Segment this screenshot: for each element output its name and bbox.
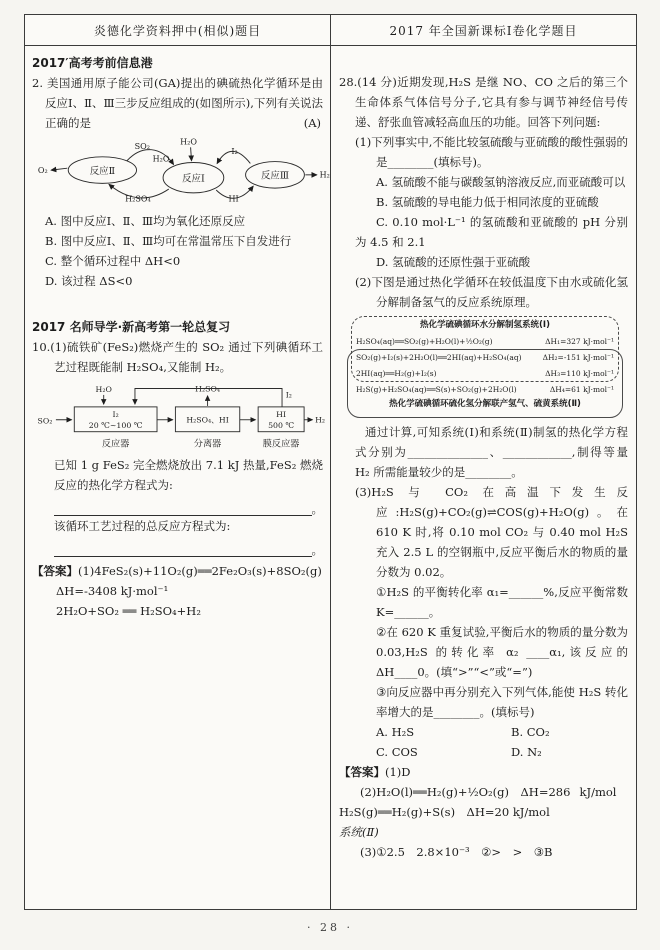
part1-option-a: A. 氢硫酸不能与碳酸氢钠溶液反应,而亚硫酸可以 [376,175,626,189]
left-answer-equation-1: (1)4FeS₂(s)+11O₂(g)══2Fe₂O₃(s)+8SO₂(g) [78,564,322,578]
right-answer-line-1 [339,762,628,782]
q28-part1-text: (1)下列事实中,不能比较氢硫酸与亚硫酸的酸性强弱的是________(填标号)。 [355,135,628,169]
section-heading-2: 2017 名师导学·新高考第一轮总复习 [32,320,231,334]
system1-label: 热化学硫碘循环水分解制氢系统(Ⅰ) [420,320,550,330]
equation-3: 2HI(aq)══H₂(g)+I₂(s) [356,368,437,378]
q2-option-b: B. 图中反应Ⅰ、Ⅱ、Ⅲ均可在常温常压下自发进行 [45,234,292,248]
label-h2-out: H₂ [319,170,330,180]
part1-option-b: B. 氢硫酸的导电能力低于相同浓度的亚硫酸 [376,195,599,209]
enthalpy-2: ΔH₂=-151 kJ·mol⁻¹ [542,352,614,362]
separator-line1: H₂SO₄、HI [186,415,229,425]
iodine-cycle-process-flow-diagram [32,379,328,455]
exam-comparison-sheet [24,14,637,910]
right-answer-2-note: 系统(Ⅱ) [339,825,379,839]
blank-rule [54,500,312,516]
node-reaction-iii-label: 反应Ⅲ [260,170,290,182]
table-header [25,15,636,46]
arrow-h2o-in [191,147,192,160]
part3-sub1: ①H₂S 的平衡转化率 α₁=______%,反应平衡常数 K=______。 [376,585,628,619]
q28-part3-text: (3)H₂S 与 CO₂ 在高温下发生反应:H₂S(g)+CO₂(g)⇌COS(g)+H₂O(g)。在 610 K 时,将 0.10 mol CO₂ 与 0.40 mol H₂S 充入 2.5 L 的空钢瓶中,反应平衡后水的物质的量分数为 0.02。 [355,485,628,579]
thermo-equation-row-3 [347,365,623,381]
reactor-line2: 20 ℃~100 ℃ [88,421,143,431]
blank-period: 。 [311,502,323,516]
left-column [25,46,331,909]
left-answer-line-3: 2H₂O+SO₂ ══ H₂SO₄+H₂ [56,604,201,618]
reactor-label: 反应器 [101,438,130,450]
part3-options-row-1 [376,722,628,742]
label-h2-product: H₂ [315,415,326,425]
label-i2: I₂ [231,146,238,156]
question-2-text [32,73,323,133]
label-h2o-feed: H₂O [95,385,112,395]
blank-rule [54,541,312,557]
q10-known-text: 已知 1 g FeS₂ 完全燃烧放出 7.1 kJ 热量,FeS₂ 燃烧反应的热化学方程式为: [54,458,323,492]
question-28-text: 28.(14 分)近期发现,H₂S 是继 NO、CO 之后的第三个生命体系气体信号分子,它具有参与调节神经信号传递、舒张血管减轻高血压的功能。回答下列问题: [339,75,628,129]
q28-part2-text: (2)下图是通过热化学循环在较低温度下由水或硫化氢分解制备氢气的反应系统原理。 [355,275,628,309]
membrane-label: 膜反应器 [262,438,300,450]
right-answer-3: (3)①2.5 2.8×10⁻³ ②> > ③B [360,845,553,859]
q2-option-d: D. 该过程 ΔS<0 [45,274,133,288]
answer-blank-line-1 [54,495,323,516]
left-answer-line-1 [32,561,323,581]
part1-option-c: C. 0.10 mol·L⁻¹ 的氢硫酸和亚硫酸的 pH 分别为 4.5 和 2.1 [355,215,628,249]
label-so2-in: SO₂ [37,416,53,426]
part3-options-row-2 [376,742,628,762]
membrane-line2: 500 ℃ [268,421,295,431]
label-i2-recycle: I₂ [285,390,292,400]
equation-4: H₂S(g)+H₂SO₄(aq)══S(s)+SO₂(g)+2H₂O(l) [356,384,517,394]
part3-option-b: B. CO₂ [511,725,550,739]
label-hi: HI [228,194,239,204]
equation-1: H₂SO₄(aq)══SO₂(g)+H₂O(l)+½O₂(g) [356,336,493,346]
q10-total-text: 该循环工艺过程的总反应方程式为: [54,519,231,533]
thermochemical-systems-box [347,315,623,419]
right-answer-2: (2)H₂O(l)══H₂(g)+½O₂(g) ΔH=286 kJ/mol H₂S(g)══H₂(g)+S(s) ΔH=20 kJ/mol [339,785,628,819]
node-reaction-i-label: 反应Ⅰ [182,173,205,185]
left-answer-line-2: ΔH=-3408 kJ·mol⁻¹ [56,584,169,598]
right-answer-1: (1)D [385,765,411,779]
enthalpy-1: ΔH₁=327 kJ·mol⁻¹ [545,336,614,346]
system2-label: 热化学硫碘循环硫化氢分解联产氢气、硫黄系统(Ⅱ) [389,399,581,409]
answer-label: 【答案】 [32,564,78,578]
question-10-text: 10.(1)硫铁矿(FeS₂)燃烧产生的 SO₂ 通过下列碘循环工艺过程既能制 H₂SO₄,又能制 H₂。 [32,340,323,374]
membrane-line1: HI [276,410,287,419]
thermo-equation-row-1 [347,333,623,349]
thermo-equation-row-2 [347,349,623,365]
header-right-title: 2017 年全国新课标Ⅰ卷化学题目 [389,23,578,38]
answer-label: 【答案】 [339,765,385,779]
q2-option-a: A. 图中反应Ⅰ、Ⅱ、Ⅲ均为氧化还原反应 [45,214,246,228]
part3-sub2: ②在 620 K 重复试验,平衡后水的物质的量分数为 0.03,H₂S 的转化率 α₂ ____α₁,该反应的 ΔH____0。(填“>”“<”或“=”) [376,625,628,679]
page-number: · 28 · [307,921,353,934]
question-2-answer-mark: (A) [303,116,321,130]
part3-option-a: A. H₂S [376,725,415,739]
section-heading-1: 2017′高考考前信息港 [32,56,153,70]
label-h2so4: H₂SO₄ [125,194,151,204]
enthalpy-3: ΔH₃=110 kJ·mol⁻¹ [545,368,614,378]
iodine-sulfur-cycle-diagram [36,135,330,209]
separator-label: 分离器 [193,438,222,450]
question-2-body: 2. 美国通用原子能公司(GA)提出的碘硫热化学循环是由反应Ⅰ、Ⅱ、Ⅲ三步反应组成的(如图所示),下列有关说法正确的是 [32,76,323,130]
node-reaction-ii-label: 反应Ⅱ [89,165,116,177]
part3-sub3: ③向反应器中再分别充入下列气体,能使 H₂S 转化率增大的是________。(填标号) [376,685,628,719]
reactor-line1: I₂ [112,410,119,419]
label-so2: SO₂ [134,142,150,152]
equation-2: SO₂(g)+I₂(s)+2H₂O(l)══2HI(aq)+H₂SO₄(aq) [356,352,522,362]
arrow-o2-out [51,168,67,170]
enthalpy-4: ΔH₄=61 kJ·mol⁻¹ [549,384,614,394]
header-left-title: 炎德化学资料押中(相似)题目 [25,15,331,45]
label-o2-out: O₂ [37,165,48,175]
label-h2o-arc: H₂O [152,154,170,164]
part3-option-c: C. COS [376,745,418,759]
right-column [331,46,636,909]
blank-period: 。 [311,543,323,557]
label-h2so4-out: H₂SO₄ [195,384,220,394]
columns [25,46,636,909]
answer-blank-line-2 [54,536,323,557]
part1-option-d: D. 氢硫酸的还原性强于亚硫酸 [376,255,531,269]
label-h2o-in: H₂O [180,137,197,147]
part2-question: 通过计算,可知系统(Ⅰ)和系统(Ⅱ)制氢的热化学方程式分别为______________、____________,制得等量 H₂ 所需能量较少的是________。 [355,425,628,479]
thermo-equation-row-4 [347,381,623,397]
part3-option-d: D. N₂ [511,745,542,759]
q2-option-c: C. 整个循环过程中 ΔH<0 [45,254,181,268]
